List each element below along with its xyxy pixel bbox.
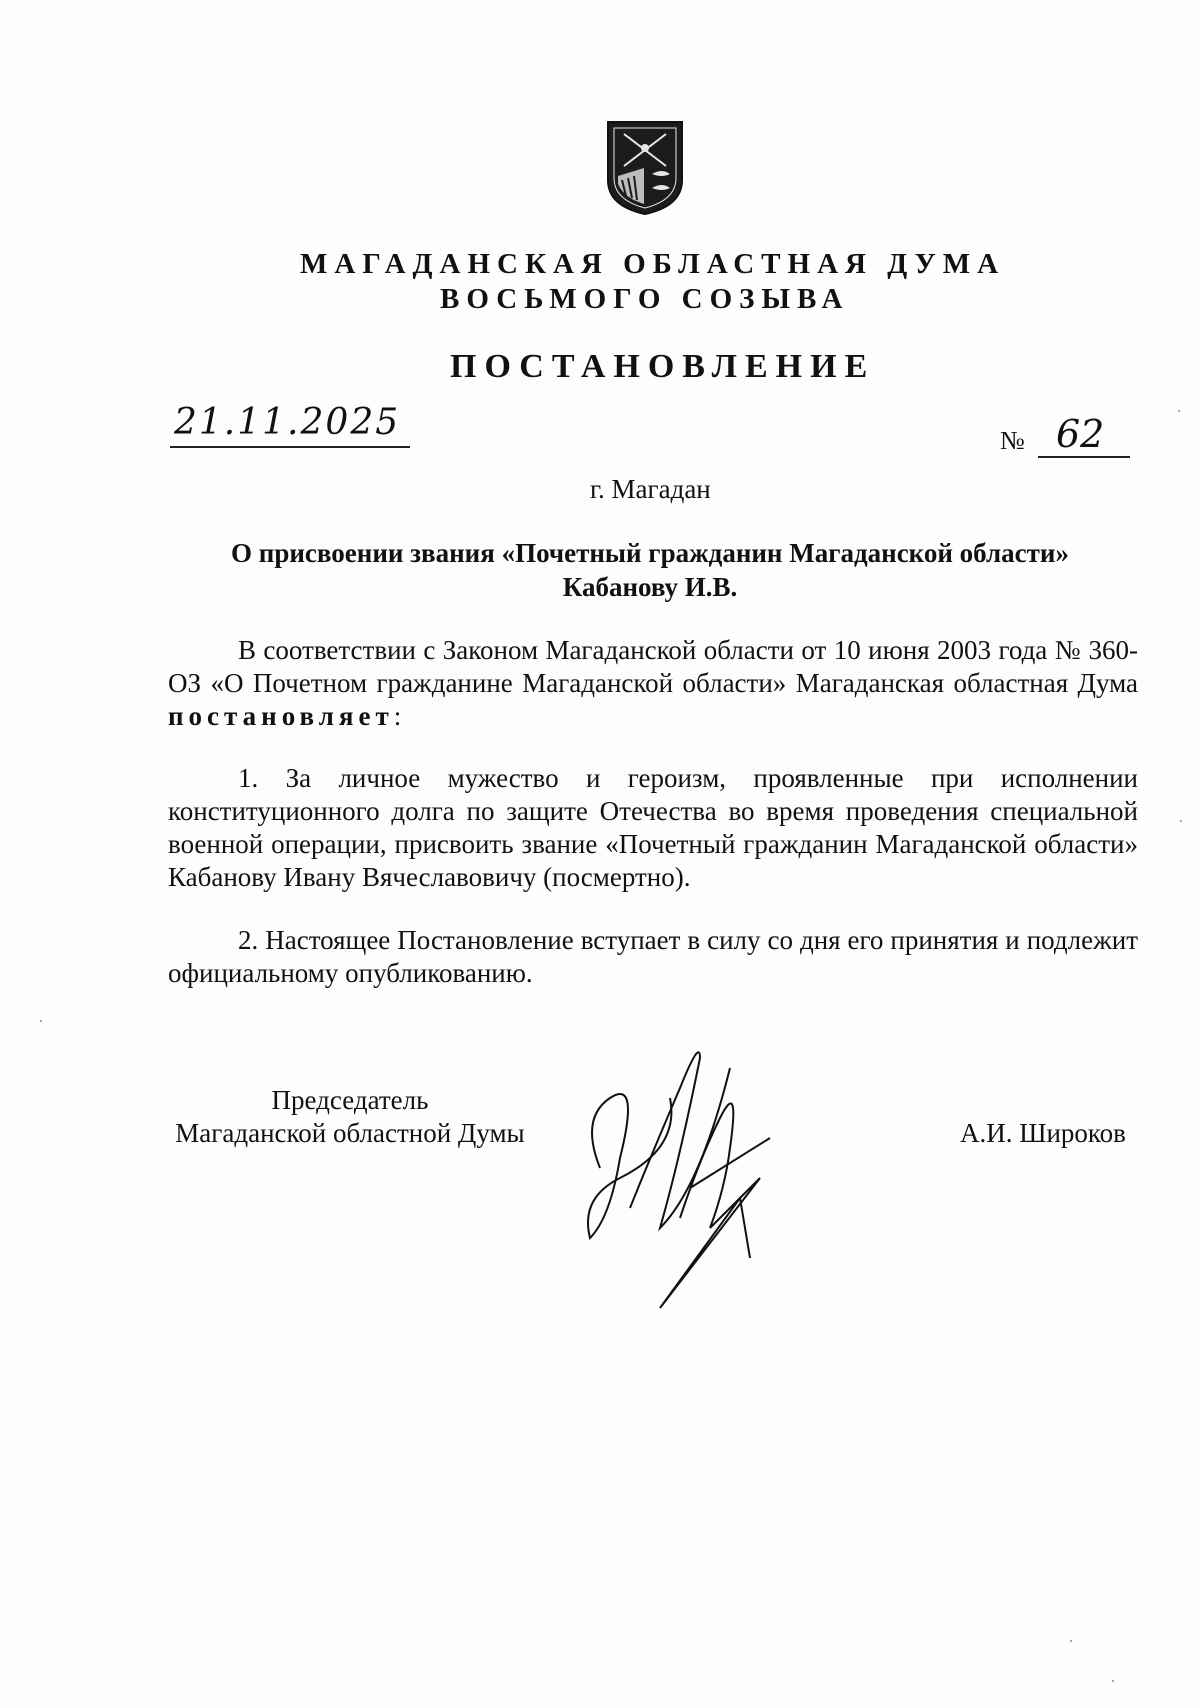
date-value: 21.11.2025 bbox=[174, 402, 401, 443]
scan-speck bbox=[1180, 820, 1182, 822]
preamble-text: В соответствии с Законом Магаданской области от 10 июня 2003 года № 360-ОЗ «О Почетном гражданине Магаданской области» Магаданская областная Дума bbox=[168, 635, 1138, 698]
convocation: ВОСЬМОГО СОЗЫВА bbox=[440, 283, 850, 315]
organization-name: МАГАДАНСКАЯ ОБЛАСТНАЯ ДУМА bbox=[300, 248, 1006, 280]
city: г. Магадан bbox=[590, 474, 711, 504]
number-underline bbox=[1038, 456, 1130, 458]
resolves-word: постановляет bbox=[168, 701, 394, 731]
item-2-text: 2. Настоящее Постановление вступает в силу со дня его принятия и подлежит официальному опубликованию. bbox=[168, 925, 1138, 988]
scan-speck bbox=[1070, 1640, 1072, 1642]
number-sign: № bbox=[1000, 426, 1025, 455]
role-line-1: Председатель bbox=[271, 1085, 429, 1115]
date-underline bbox=[170, 446, 410, 448]
signatory-name: А.И. Широков bbox=[960, 1118, 1126, 1148]
coat-of-arms-icon bbox=[604, 118, 686, 216]
title-line-2: Кабанову И.В. bbox=[562, 572, 738, 602]
document-title bbox=[150, 536, 1150, 604]
item-1-text: 1. За личное мужество и героизм, проявленные при исполнении конституционного долга по защите Отечества во время проведения специальной военной операции, присвоить звание «Почетный гражданин Магаданской области» Кабанову Ивану Вячеславовичу (посмертно). bbox=[168, 763, 1138, 892]
role-line-2: Магаданской областной Думы bbox=[175, 1118, 525, 1148]
item-1-paragraph bbox=[168, 762, 1138, 894]
title-line-1: О присвоении звания «Почетный гражданин Магаданской области» bbox=[231, 538, 1069, 568]
scan-speck bbox=[40, 1020, 42, 1022]
document-number bbox=[1000, 412, 1140, 458]
preamble-colon: : bbox=[393, 701, 402, 731]
handwritten-signature bbox=[560, 1038, 860, 1338]
document-type: ПОСТАНОВЛЕНИЕ bbox=[450, 348, 876, 385]
scan-speck bbox=[1112, 1680, 1114, 1682]
signatory-role bbox=[160, 1084, 540, 1150]
scan-speck bbox=[1178, 410, 1180, 412]
number-value: 62 bbox=[1056, 412, 1105, 456]
document-date bbox=[170, 402, 410, 450]
preamble-paragraph bbox=[168, 634, 1138, 733]
item-2-paragraph bbox=[168, 924, 1138, 990]
